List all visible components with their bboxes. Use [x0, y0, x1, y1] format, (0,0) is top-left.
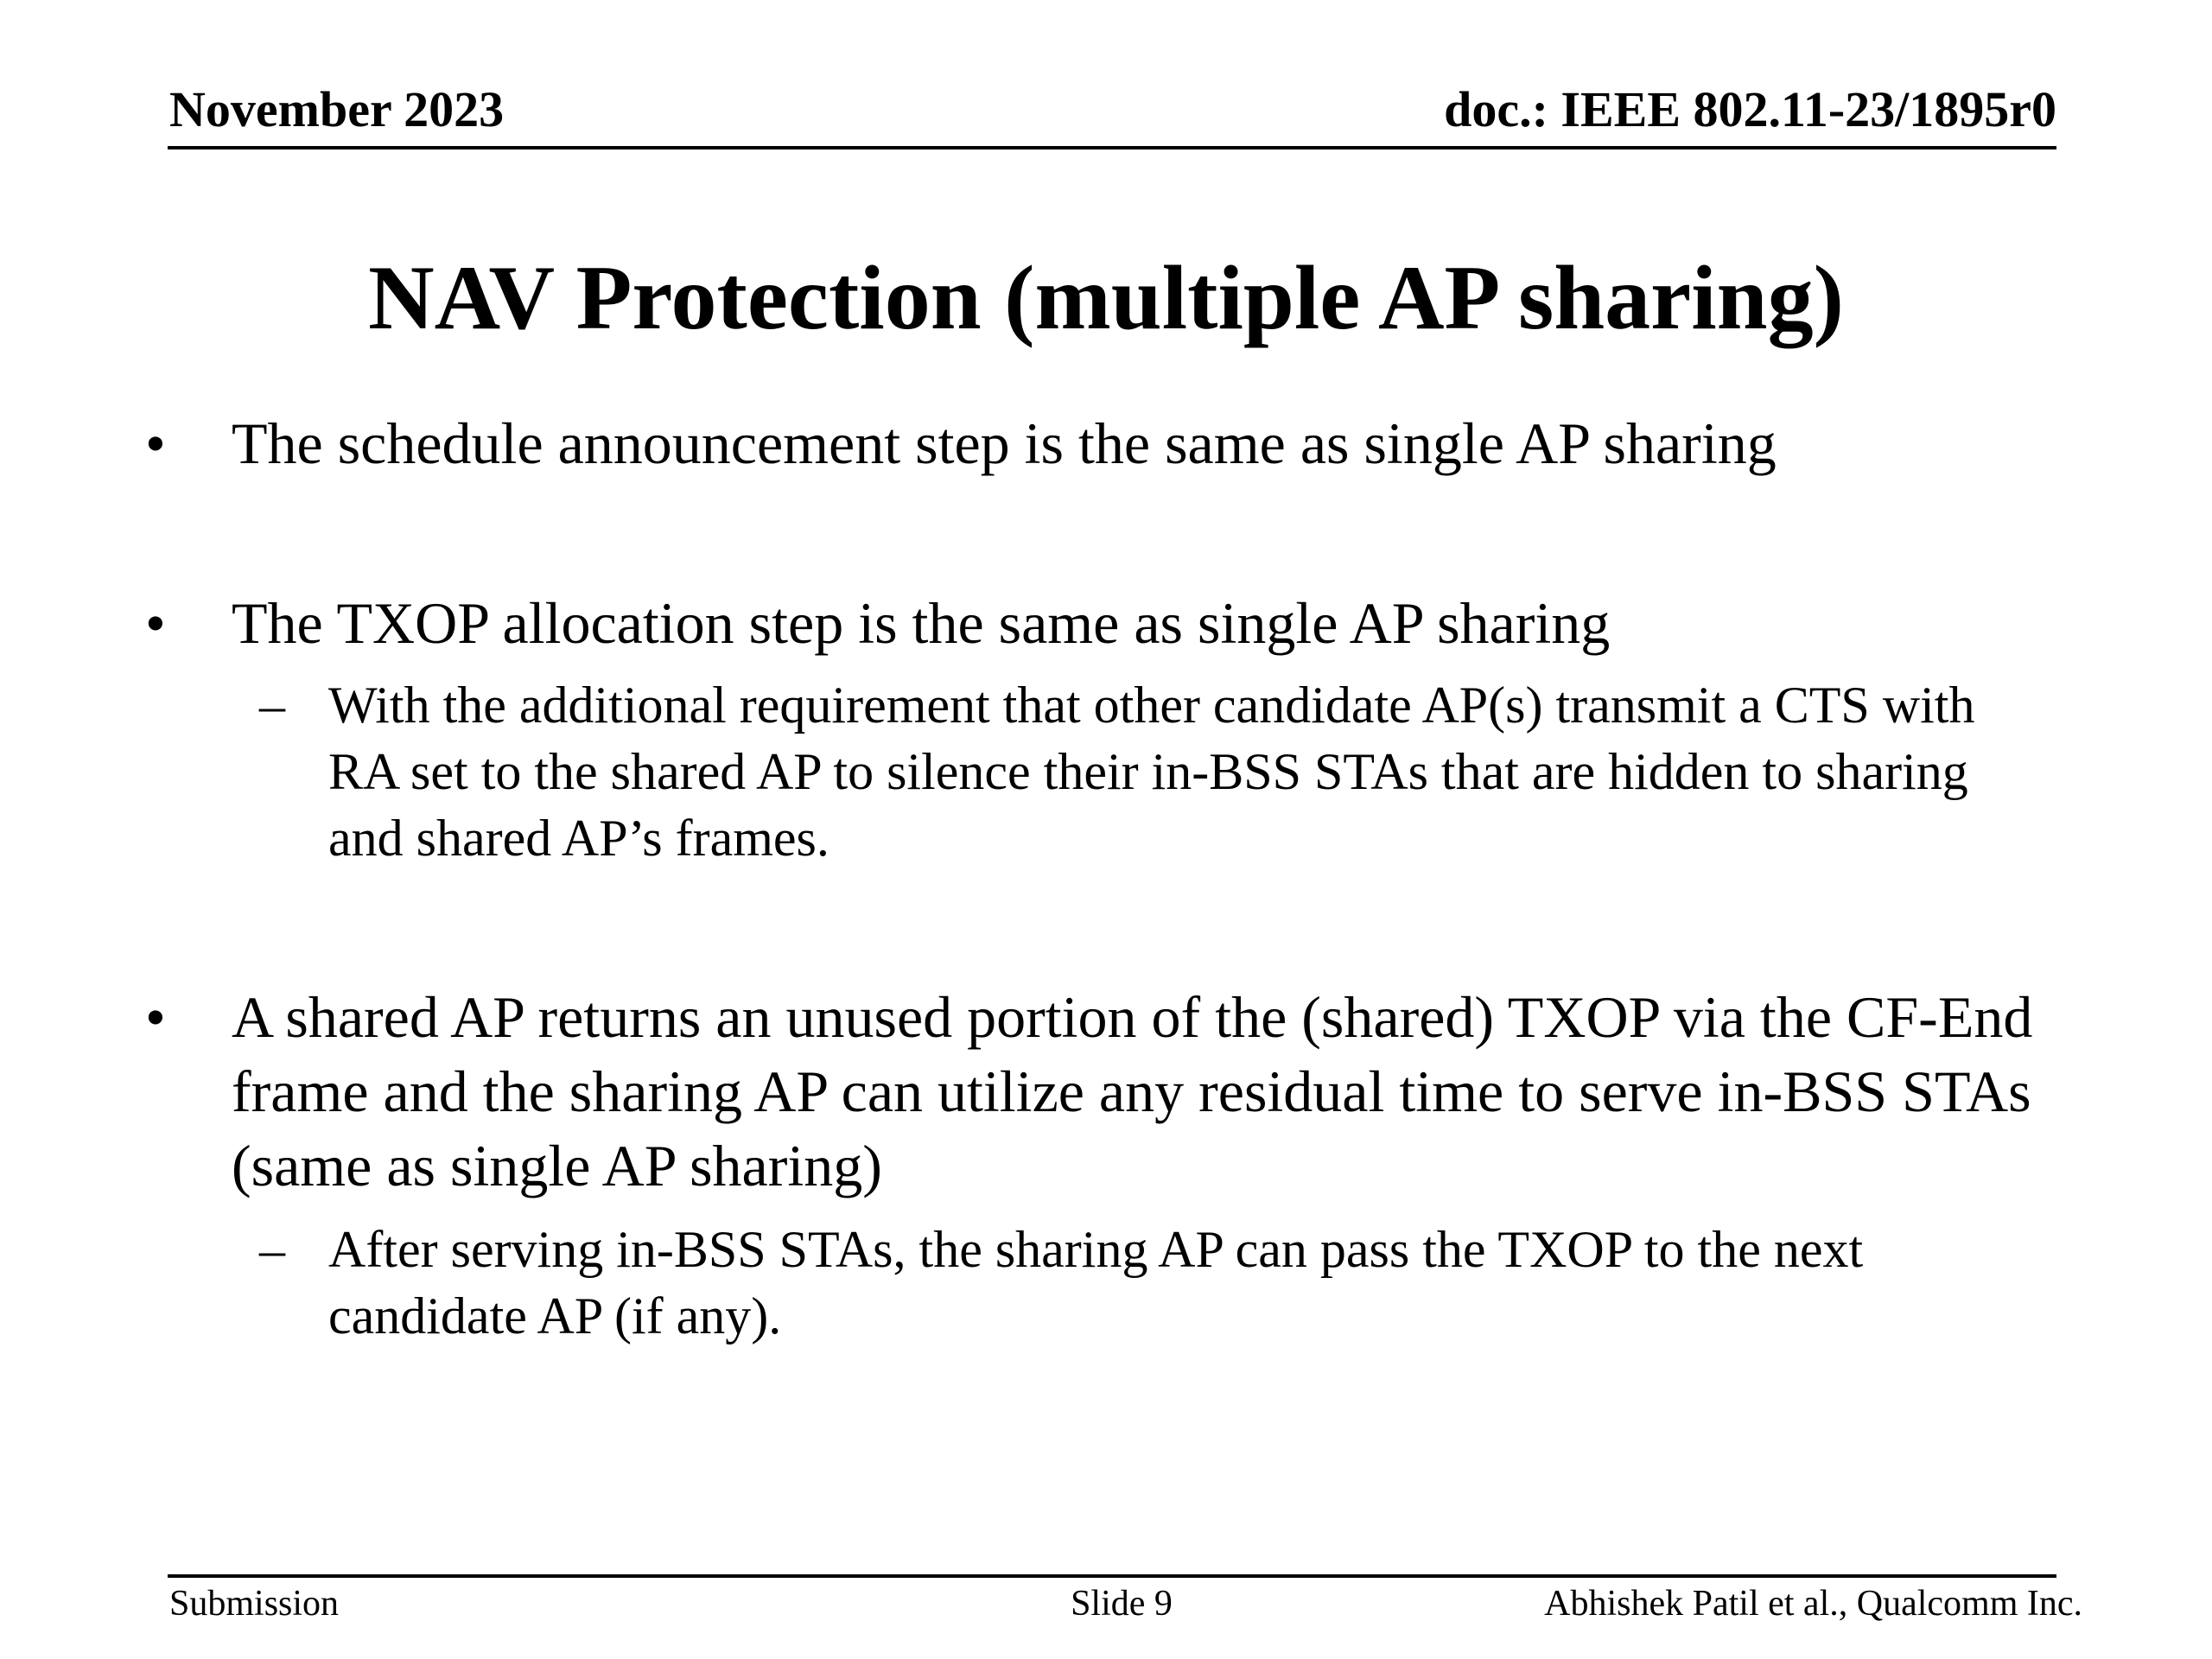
slide-number: Slide 9 — [1071, 1584, 1173, 1624]
dash-marker-icon: – — [259, 1221, 285, 1278]
header-doc-id: doc.: IEEE 802.11-23/1895r0 — [1444, 81, 2056, 137]
bullet-text: The TXOP allocation step is the same as single AP sharing — [232, 590, 1611, 656]
bullet-text: A shared AP returns an unused portion of the (shared) TXOP via the CF-End frame and the sharing AP can utilize any residual time to serve in-BSS STAs (same as single AP sharing) — [232, 984, 2033, 1198]
bullet-marker-icon: • — [145, 590, 166, 656]
bullet-item-2 — [145, 586, 2063, 660]
sub-bullet-text: With the additional requirement that other candidate AP(s) transmit a CTS with RA set to the shared AP to silence their in-BSS STAs that are hidden to sharing and shared AP’s frames. — [328, 677, 1975, 867]
sub-bullet-item-2-1 — [259, 672, 2039, 872]
header-divider — [168, 146, 2056, 149]
bullet-item-1 — [145, 406, 2063, 480]
sub-bullet-text: After serving in-BSS STAs, the sharing AP can pass the TXOP to the next candidate AP (if any). — [328, 1221, 1864, 1344]
dash-marker-icon: – — [259, 677, 285, 734]
sub-bullet-item-3-1 — [259, 1217, 2013, 1350]
footer-submission: Submission — [169, 1584, 340, 1624]
bullet-marker-icon: • — [145, 410, 166, 476]
bullet-item-3 — [145, 980, 2063, 1203]
header-date: November 2023 — [169, 81, 505, 137]
footer-author: Abhishek Patil et al., Qualcomm Inc. — [1544, 1584, 2082, 1624]
footer-divider — [168, 1574, 2056, 1578]
bullet-text: The schedule announcement step is the same as single AP sharing — [232, 410, 1777, 476]
bullet-marker-icon: • — [145, 984, 166, 1050]
slide-title: NAV Protection (multiple AP sharing) — [368, 247, 1844, 348]
